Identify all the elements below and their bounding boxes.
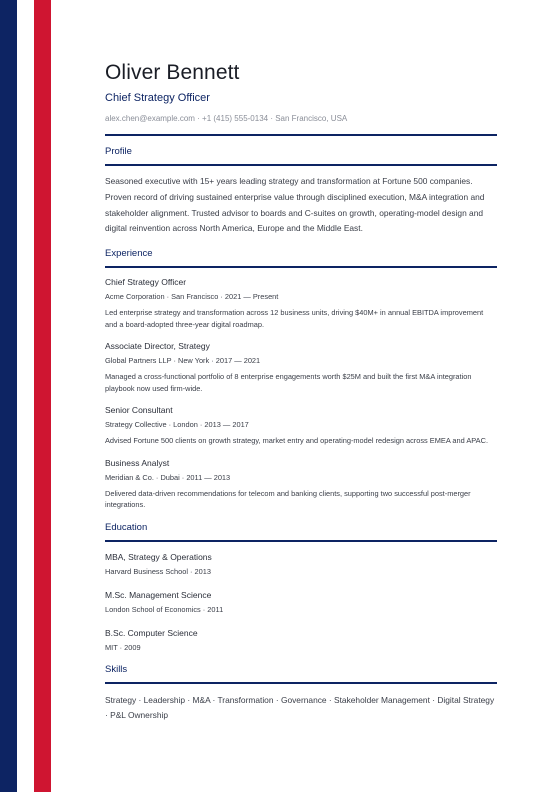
profile-text: Seasoned executive with 15+ years leading strategy and transformation at Fortune 500 companies. Proven record of driving sustained enterprise value through disciplined execution, M&A integration and stakeholder alignment. Trusted advisor to boards and C-suites on growth, operating-model design and digital reinvention across North America, Europe and the Middle East. — [105, 176, 485, 234]
education-divider — [105, 540, 497, 542]
profile-heading: Profile — [105, 146, 132, 157]
job-entry — [105, 340, 497, 394]
job-role: Associate Director, Strategy — [105, 341, 210, 352]
job-description: Delivered data-driven recommendations for telecom and banking clients, supporting two successful post-merger integrations. — [105, 488, 471, 510]
education-degree: M.Sc. Management Science — [105, 589, 212, 600]
job-entry — [105, 276, 497, 330]
skills-heading: Skills — [105, 663, 128, 675]
navy-stripe — [0, 0, 17, 792]
job-description: Led enterprise strategy and transformation across 12 business units, driving $40M+ in annual EBITDA improvement and a board-adopted three-year digital roadmap. — [105, 308, 484, 329]
education-degree: MBA, Strategy & Operations — [105, 551, 212, 562]
skills-list: Strategy · Leadership · M&A · Transformation · Governance · Stakeholder Management · Digital Strategy · P&L Ownership — [105, 694, 495, 720]
candidate-name: Oliver Bennett — [105, 61, 240, 84]
resume-content — [105, 58, 497, 723]
candidate-title: Chief Strategy Officer — [105, 92, 210, 104]
header-divider — [105, 134, 497, 136]
profile-divider — [105, 164, 497, 166]
red-stripe — [34, 0, 51, 792]
job-meta: Meridian & Co. · Dubai · 2011 — 2013 — [105, 472, 231, 482]
experience-section — [105, 248, 497, 511]
contact-line: alex.chen@example.com · +1 (415) 555-0134 · San Francisco, USA — [105, 114, 348, 123]
education-entry — [105, 589, 497, 615]
education-entry — [105, 627, 497, 653]
job-description: Managed a cross-functional portfolio of 8 enterprise engagements worth $25M and built the first M&A integration playbook now used firm-wide. — [105, 372, 472, 393]
experience-heading: Experience — [105, 248, 153, 260]
education-meta: MIT · 2009 — [105, 642, 141, 652]
skills-section — [105, 664, 497, 723]
job-meta: Strategy Collective · London · 2013 — 2017 — [105, 420, 249, 430]
profile-section — [105, 146, 497, 237]
job-role: Business Analyst — [105, 457, 170, 468]
job-meta: Acme Corporation · San Francisco · 2021 — Present — [105, 292, 279, 302]
education-heading: Education — [105, 521, 148, 533]
experience-divider — [105, 266, 497, 268]
job-description: Advised Fortune 500 clients on growth strategy, market entry and operating-model redesign across EMEA and APAC. — [105, 436, 489, 446]
white-stripe — [17, 0, 34, 792]
education-degree: B.Sc. Computer Science — [105, 627, 198, 638]
job-entry — [105, 457, 497, 511]
job-role: Chief Strategy Officer — [105, 277, 187, 288]
skills-divider — [105, 682, 497, 684]
job-role: Senior Consultant — [105, 405, 173, 416]
education-entry — [105, 551, 497, 577]
education-section — [105, 522, 497, 653]
job-entry — [105, 404, 497, 447]
education-meta: Harvard Business School · 2013 — [105, 566, 211, 576]
education-meta: London School of Economics · 2011 — [105, 604, 224, 614]
job-meta: Global Partners LLP · New York · 2017 — 2021 — [105, 356, 261, 366]
